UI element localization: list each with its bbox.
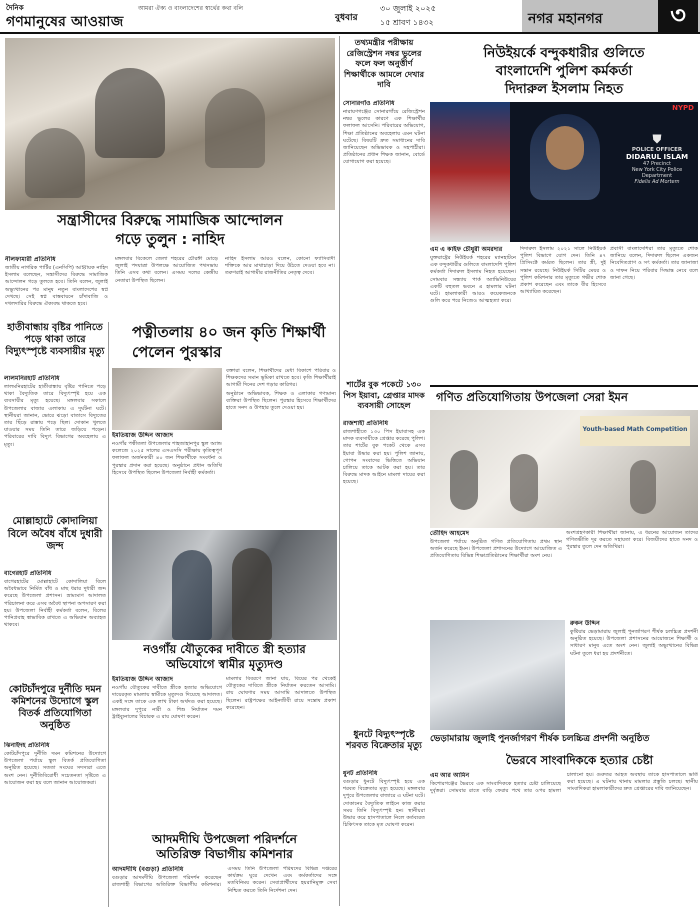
nypd-photo bbox=[430, 102, 698, 242]
headline-commissioner-line2: অতিরিক্ত বিভাগীয় কমিশনার bbox=[156, 847, 293, 861]
byline: তৌহিদ আহমেদ bbox=[430, 530, 469, 537]
badge-name: DIDARUL ISLAM bbox=[625, 153, 689, 161]
section-rule bbox=[430, 385, 698, 387]
byline: ধুনট প্রতিনিধি bbox=[343, 770, 378, 777]
headline-nypd bbox=[430, 44, 698, 98]
nahid-text-col2 bbox=[115, 256, 218, 320]
accused-figure bbox=[232, 548, 272, 640]
paragraph: নওগাঁর পত্নীতলা উপজেলার শাহজাহানপুর স্কুল অ্যান্ড কলেজে ২০২৫ সালের এসএসসি পরীক্ষায় কৃতিত্বপূর্ণ ফলাফল অর্জনকারী ৪০ জন শিক্ষার্থীকে সংবর্ধনা ও পুরস্কার প্রদান করা হয়েছে। অনুষ্ঠানে প্রধান অতিথি হিসেবে উপস্থিত ছিলেন উপজেলা নির্বাহী কর্মকর্তা। bbox=[112, 441, 222, 476]
kotchandpur-text bbox=[4, 742, 106, 907]
paragraph: নওগাঁয় যৌতুকের দাবীতে স্ত্রীকে হত্যার অভিযোগে দায়েরকৃত মামলায় স্বামীকে মৃত্যুদণ্ড দিয়েছে আদালত। একই সঙ্গে তাকে এক লাখ টাকা অর্থদণ্ড করা হয়েছে। মঙ্গলবার দুপুরে নারী ও শিশু নির্যাতন দমন ট্রাইব্যুনালের বিচারক এ রায় ঘোষণা করেন। bbox=[112, 685, 222, 720]
paragraph: যুক্তরাষ্ট্রের নিউইয়র্ক শহরের ম্যানহাটনে এক বন্দুকধারীর গুলিতে বাংলাদেশি পুলিশ কর্মকর্তা দিদারুল ইসলাম নিহত হয়েছেন। সোমবার সন্ধ্যায় পার্ক অ্যাভিনিউয়ের একটি বহুতল ভবনে এ হামলার ঘটনা ঘটে। হামলাকারী আরও কয়েকজনকে গুলি করে পরে নিজেও আত্মহত্যা করে। bbox=[430, 255, 516, 305]
page-number: ৩ bbox=[658, 0, 698, 32]
police-figure bbox=[172, 550, 212, 640]
byline: ইমতিয়াজ উদ্দিন আজাদ bbox=[112, 432, 174, 439]
badge-title: POLICE OFFICER bbox=[631, 147, 683, 153]
nahid-text-col3 bbox=[225, 256, 335, 320]
nypd-text-col3 bbox=[610, 246, 698, 384]
paragraph: কিশোরগঞ্জের ভৈরবে এক সাংবাদিককে হত্যার চেষ্টা চালিয়েছে দুর্বৃত্তরা। সোমবার রাতে বাড়ি ফেরার পথে তার ওপর হামলা চালানো হয়। গুরুতর আহত অবস্থায় তাকে হাসপাতালে ভর্তি করা হয়েছে। এ ঘটনায় থানায় মামলার প্রস্তুতি চলছে। স্থানীয় সাংবাদিকরা হামলাকারীদের দ্রুত গ্রেপ্তারের দাবি জানিয়েছেন। bbox=[430, 772, 698, 795]
byline: রাজশাহী প্রতিনিধি bbox=[343, 420, 389, 427]
math-text-col2 bbox=[566, 530, 698, 620]
column-rule bbox=[108, 322, 109, 907]
column-rule bbox=[339, 36, 340, 906]
competition-banner: Youth-based Math Competition bbox=[580, 416, 690, 446]
byline: ইমতিয়াজ উদ্দিন আজাদ bbox=[112, 676, 174, 683]
badge-dept: New York City Police Department bbox=[631, 167, 683, 179]
headline-dowry-line2: অভিযোগে স্বামীর মৃত্যুদণ্ড bbox=[165, 657, 284, 671]
headline-mid: তথ্যমন্ত্রীর পরীক্ষায় রেজিস্ট্রেশন নম্বর ভুলের ফলে ফল অনুত্তীর্ণ শিক্ষার্থীকে আমলে দেখার দাবি bbox=[343, 38, 425, 89]
paragraph: দিদারুল ইসলাম ২০২১ সালে নিউইয়র্ক পুলিশ বিভাগে যোগ দেন। তিনি ৪৭ প্রিসিংক্টে কর্মরত ছিলেন। তার স্ত্রী, দুই সন্তান রয়েছে। নিউইয়র্ক সিটির মেয়র ও পুলিশ কমিশনার তার মৃত্যুতে গভীর শোক প্রকাশ করেছেন এবং তাকে বীর হিসেবে আখ্যায়িত করেছেন। bbox=[520, 246, 606, 296]
headline-film: ভেড়ামারায় জুলাই পুনর্জাগরণ শীর্ষক চলচ্চিত্র প্রদর্শনী অনুষ্ঠিত bbox=[430, 734, 650, 744]
bridge-text bbox=[4, 570, 106, 680]
newspaper-logo: গণমানুষের আওয়াজ bbox=[6, 14, 124, 30]
participant-figure bbox=[510, 454, 538, 512]
headline-award: পত্নীতলায় ৪০ জন কৃতি শিক্ষার্থী পেলেন পুরস্কার bbox=[132, 323, 326, 361]
headline-yaba: শার্টের বুক পকেটে ১৩০ পিস ইয়াবা, গ্রেপ্তার মাদক ব্যবসায়ী সোহেল bbox=[343, 380, 425, 410]
byline: ঝিনাইদহ প্রতিনিধি bbox=[4, 742, 50, 749]
masthead-date: ৩০ জুলাই ২০২৫ bbox=[380, 4, 436, 13]
commissioner-text bbox=[112, 866, 337, 908]
paragraph: অংশগ্রহণকারী শিক্ষার্থীরা জানায়, এ ধরনের আয়োজন তাদের গণিতভীতি দূর করতে সহায়তা করে। বিজয়ীদের হাতে সনদ ও পুরস্কার তুলে দেন অতিথিরা। bbox=[566, 530, 698, 551]
film-text bbox=[570, 620, 698, 730]
byline: লালমনিরহাট প্রতিনিধি bbox=[4, 375, 60, 382]
paragraph: লালমনিরহাটের হাতীবান্ধায় বৃষ্টির পানিতে পড়ে থাকা বৈদ্যুতিক তারে বিদ্যুৎস্পৃষ্ট হয়ে এক ব্যবসায়ীর মৃত্যু হয়েছে। মঙ্গলবার সকালে উপজেলার বাজার এলাকায় এ দুর্ঘটনা ঘটে। স্থানীয়রা জানান, ভোরে ঝড়ো বাতাসে বিদ্যুতের তার ছিঁড়ে রাস্তায় পড়ে ছিল। দোকান খুলতে যাওয়ার সময় তিনি তারে জড়িয়ে পড়েন। পরিবারের দাবি বিদ্যুৎ বিভাগের অবহেলায় এ মৃত্যু। bbox=[4, 384, 106, 448]
badge-memorial: Fidelis Ad Mortem bbox=[634, 179, 680, 185]
paragraph: বক্তারা বলেন, শিক্ষার্থীদের মেধা বিকাশে পরিবার ও শিক্ষকদের সমান ভূমিকা রাখতে হবে। কৃতি শিক্ষার্থীরাই আগামী দিনের দেশ গড়ার কারিগর। bbox=[226, 368, 336, 389]
paragraph: মঙ্গলবার বিকেলে জেলা শহরের চৌরঙ্গী মোড়ে জুলাই পদযাত্রা উপলক্ষে আয়োজিত পথসভায় তিনি এসব কথা বলেন। এসময় দলের কেন্দ্রীয় নেতারা উপস্থিত ছিলেন। bbox=[115, 256, 218, 284]
paragraph: বাগেরহাটের মোল্লাহাটে কোদালিয়া বিলে অবৈধভাবে নির্মিত বাঁধ ও মাছ ধরার দুধারী জব্দ করেছে উপজেলা প্রশাসন। ভ্রাম্যমাণ আদালত পরিচালনা করে এসব অবৈধ স্থাপনা অপসারণ করা হয়। উপজেলা নির্বাহী কর্মকর্তা বলেন, বিলের পানিপ্রবাহ স্বাভাবিক রাখতে এ অভিযান অব্যাহত থাকবে। bbox=[4, 579, 106, 629]
paragraph: জাতীয় নাগরিক পার্টির (এনসিপি) আহ্বায়ক নাহিদ ইসলাম বলেছেন, সন্ত্রাসীদের বিরুদ্ধে সামাজিক আন্দোলন গড়ে তুলতে হবে। তিনি বলেন, জুলাই অভ্যুত্থানের পর মানুষ নতুন বাংলাদেশের স্বপ্ন দেখছে। সেই স্বপ্ন বাস্তবায়নে চাঁদাবাজি ও দখলদারির বিরুদ্ধে ঐক্যবদ্ধ থাকতে হবে। bbox=[5, 265, 108, 308]
crowd-figure bbox=[205, 88, 265, 168]
byline: এম আর আমিন bbox=[430, 772, 470, 779]
section-title: নগর মহানগর bbox=[528, 11, 603, 27]
byline: সোনারগাঁও প্রতিনিধি bbox=[343, 100, 395, 107]
girl-text bbox=[4, 375, 106, 513]
electric-text bbox=[343, 770, 425, 906]
paragraph: অনুষ্ঠানে অভিভাবক, শিক্ষক ও এলাকার গণ্যমান্য ব্যক্তিরা উপস্থিত ছিলেন। পুরস্কার হিসেবে শিক্ষার্থীদের হাতে সনদ ও উপহার তুলে দেওয়া হয়। bbox=[226, 390, 336, 412]
paragraph: কুষ্টিয়ার ভেড়ামারায় জুলাই পুনর্জাগরণ শীর্ষক চলচ্চিত্র প্রদর্শনী অনুষ্ঠিত হয়েছে। উপজেলা প্রশাসনের আয়োজনে শিক্ষার্থী ও সাধারণ মানুষ এতে অংশ নেন। জুলাই অভ্যুত্থানের বিভিন্ন ঘটনা তুলে ধরা হয় প্রদর্শনীতে। bbox=[570, 629, 698, 657]
headline-girl: হাতীবান্ধায় বৃষ্টির পানিতে পড়ে থাকা তারে বিদ্যুৎস্পৃষ্টে ব্যবসায়ীর মৃত্যু bbox=[5, 322, 105, 357]
headline-commissioner bbox=[112, 832, 337, 862]
officer-face bbox=[546, 126, 584, 170]
paragraph: বগুড়ার আদমদীঘি উপজেলা পরিদর্শন করেছেন রাজশাহী বিভাগের অতিরিক্ত বিভাগীয় কমিশনার। এসময় তিনি উপজেলা পরিষদের বিভিন্ন দপ্তরের কার্যক্রম ঘুরে দেখেন এবং কর্মকর্তাদের সঙ্গে মতবিনিময় করেন। সেবাপ্রার্থীদের হয়রানিমুক্ত সেবা নিশ্চিত করতে তিনি নির্দেশনা দেন। bbox=[112, 866, 337, 894]
byline: নীলফামারী প্রতিনিধি bbox=[5, 256, 56, 263]
headline-commissioner-line1: আদমদীঘি উপজেলা পরিদর্শনে bbox=[152, 832, 297, 846]
headline-electric: ধুনটে বিদ্যুৎস্পৃষ্টে শরবত বিক্রেতার মৃত্যু bbox=[346, 730, 422, 751]
masthead-bangla-date: ১৫ শ্রাবণ ১৪৩২ bbox=[380, 18, 434, 27]
nypd-text-col1 bbox=[430, 246, 516, 384]
headline-nypd-line1: নিউইয়র্কে বন্দুকধারীর গুলিতে bbox=[483, 45, 645, 61]
paragraph: কোটচাঁদপুরে দুর্নীতি দমন কমিশনের উদ্যোগে উপজেলা পর্যায়ে স্কুল বিতর্ক প্রতিযোগিতা অনুষ্ঠিত হয়েছে। সততা সংঘের সদস্যরা এতে অংশ নেন। দুর্নীতিবিরোধী সচেতনতা সৃষ্টিতে এ আয়োজন করা হয় বলে জানান আয়োজকরা। bbox=[4, 751, 106, 786]
award-text-col1 bbox=[112, 432, 222, 528]
award-photo bbox=[112, 368, 222, 430]
nypd-text-col2 bbox=[520, 246, 606, 384]
nahid-text-col1 bbox=[5, 256, 108, 320]
headline-bridge: মোল্লাহাটে কোদালিয়া বিলে অবৈধ বাঁধে দুধারী জন্দ bbox=[7, 516, 103, 552]
paragraph: উপজেলা পর্যায়ে অনুষ্ঠিত গণিত প্রতিযোগিতায় প্রথম স্থান অর্জন করেছে ইমন। উপজেলা প্রশাসনের উদ্যোগে আয়োজিত এ প্রতিযোগিতায় বিভিন্ন শিক্ষাপ্রতিষ্ঠানের শিক্ষার্থীরা অংশ নেয়। bbox=[430, 539, 562, 560]
headline-dowry bbox=[112, 642, 337, 672]
headline-nahid-line2: গড়ে তুলুন : নাহিদ bbox=[115, 232, 225, 248]
dowry-text-col2 bbox=[226, 676, 336, 826]
headline-nypd-line3: দিদারুল ইসলাম নিহত bbox=[504, 81, 624, 97]
journalist-text bbox=[430, 772, 698, 907]
badge-precinct: 47 Precinct bbox=[643, 161, 671, 167]
headline-journalist: ভৈরবে সাংবাদিককে হত্যার চেষ্টা bbox=[506, 753, 654, 767]
film-photo bbox=[430, 620, 565, 730]
headline-math: গণিত প্রতিযোগিতায় উপজেলা সেরা ইমন bbox=[436, 390, 628, 404]
headline-nypd-line2: বাংলাদেশি পুলিশ কর্মকর্তা bbox=[495, 63, 633, 79]
participant-figure bbox=[630, 460, 656, 514]
math-text-col1 bbox=[430, 530, 562, 620]
crowd-figure bbox=[25, 128, 85, 198]
speaker-figure bbox=[95, 68, 165, 158]
masthead-tagline: আমরা ঐক্য ও বাংলাদেশের স্বার্থের কথা বলি bbox=[138, 5, 244, 12]
byline: এম এ কাইফ চৌধুরী অমরদার bbox=[430, 246, 503, 253]
paragraph: মামলার বিবরণে জানা যায়, বিয়ের পর থেকেই যৌতুকের দাবিতে স্ত্রীকে নির্যাতন করতেন আসামি। রায় ঘোষণার সময় আসামি আদালতে উপস্থিত ছিলেন। রাষ্ট্রপক্ষের আইনজীবী রায়ে সন্তোষ প্রকাশ করেছেন। bbox=[226, 676, 336, 711]
participant-figure bbox=[450, 450, 478, 510]
masthead-small-title: দৈনিক bbox=[6, 4, 24, 12]
mid-text bbox=[343, 100, 425, 336]
paragraph: নারায়ণগঞ্জের সোনারগাঁয়ে রেজিস্ট্রেশন নম্বর ভুলের কারণে এক শিক্ষার্থীর ফলাফল আসেনি। পরিবারের অভিযোগ, শিক্ষা প্রতিষ্ঠানের অবহেলায় এমন ঘটনা ঘটেছে। বিষয়টি দ্রুত সমাধানের দাবি জানিয়েছেন অভিভাবক ও সহপাঠীরা। প্রতিষ্ঠানের প্রধান শিক্ষক জানান, বোর্ডে যোগাযোগ করা হয়েছে। bbox=[343, 109, 425, 166]
paragraph: বগুড়ার ধুনটে বিদ্যুৎস্পৃষ্ট হয়ে এক শরবত বিক্রেতার মৃত্যু হয়েছে। মঙ্গলবার দুপুরে উপজেলার বাজারে এ ঘটনা ঘটে। দোকানের বৈদ্যুতিক লাইনে কাজ করার সময় তিনি বিদ্যুৎস্পৃষ্ট হন। স্থানীয়রা উদ্ধার করে হাসপাতালে নিলে কর্তব্যরত চিকিৎসক তাকে মৃত ঘোষণা করেন। bbox=[343, 779, 425, 829]
byline: আদমদীঘি (বগুড়া) প্রতিনিধি bbox=[112, 866, 184, 873]
paragraph: নাহিদ ইসলাম আরও বলেন, কোনো ফ্যাসিবাদী শক্তিকে আর মাথাচাড়া দিয়ে উঠতে দেওয়া হবে না। তরুণরাই আগামীর রাজনীতির নেতৃত্ব দেবে। bbox=[225, 256, 335, 277]
headline-nahid-line1: সন্ত্রাসীদের বিরুদ্ধে সামাজিক আন্দোলন bbox=[57, 213, 283, 229]
paragraph: প্রবাসী বাংলাদেশিরা তার মৃত্যুতে শোক জানিয়ে বলেন, দিদারুল ছিলেন একজন নিবেদিতপ্রাণ ও সৎ কর্মকর্তা। তার জানাজা ও দাফন নিয়ে পরিবার সিদ্ধান্ত নেবে বলে জানা গেছে। bbox=[610, 246, 698, 281]
byline: বাগেরহাট প্রতিনিধি bbox=[4, 570, 52, 577]
byline: রুকন উদ্দিন bbox=[570, 620, 600, 627]
headline-nahid bbox=[5, 212, 335, 250]
headline-dowry-line1: নওগাঁয় যৌতুকের দাবীতে স্ত্রী হত্যার bbox=[143, 642, 306, 656]
math-photo bbox=[430, 410, 698, 528]
headline-kotchandpur: কোটচাঁদপুরে দুর্নীতি দমন কমিশনের উদ্যোগে স্কুল বিতর্ক প্রতিযোগিতা অনুষ্ঠিত bbox=[8, 684, 102, 731]
paragraph: রাজশাহীতে ১৩০ পিস ইয়াবাসহ এক মাদক ব্যবসায়ীকে গ্রেপ্তার করেছে পুলিশ। তার শার্টের বুক পকেট থেকে এসব ইয়াবা উদ্ধার করা হয়। পুলিশ জানায়, গোপন সংবাদের ভিত্তিতে অভিযান চালিয়ে তাকে আটক করা হয়। তার বিরুদ্ধে মাদক আইনে মামলা দায়ের করা হয়েছে। bbox=[343, 429, 425, 486]
rally-photo bbox=[5, 38, 335, 210]
photo-tag: NYPD bbox=[672, 104, 694, 112]
flag-backdrop bbox=[430, 102, 510, 242]
award-text-col2 bbox=[226, 368, 336, 528]
yaba-text bbox=[343, 420, 425, 620]
masthead-weekday: বুধবার bbox=[335, 13, 358, 23]
badge-shield-icon: ⛊ bbox=[652, 132, 662, 146]
dowry-photo bbox=[112, 530, 337, 640]
dowry-text-col1 bbox=[112, 676, 222, 826]
